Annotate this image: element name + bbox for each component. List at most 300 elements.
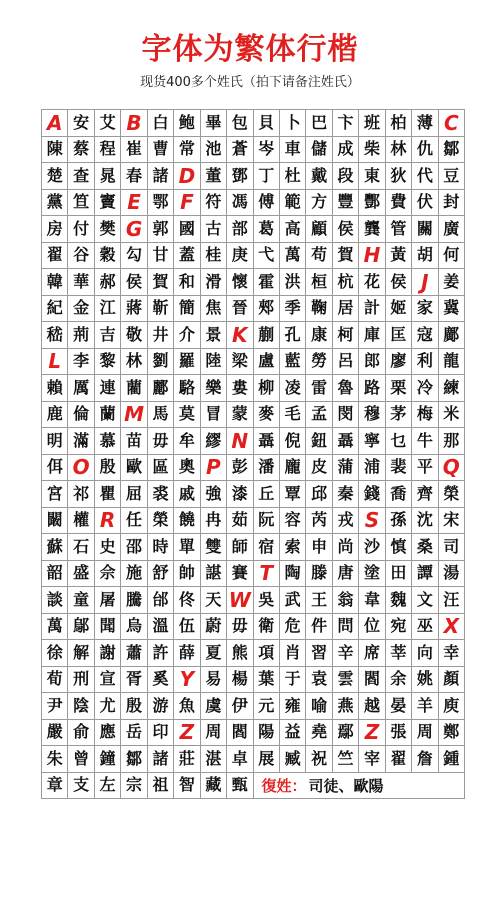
surname-cell: 萬 [42, 614, 68, 641]
surname-cell: 鐘 [95, 746, 121, 773]
surname-cell: 庚 [227, 243, 253, 270]
surname-cell: 仇 [412, 137, 438, 164]
surname-cell: 虞 [201, 693, 227, 720]
surname-cell: 譚 [412, 561, 438, 588]
surname-cell: 戚 [174, 481, 200, 508]
surname-cell: 童 [68, 587, 94, 614]
surname-cell: 莊 [174, 746, 200, 773]
surname-cell: 魏 [386, 587, 412, 614]
surname-cell: 荀 [42, 667, 68, 694]
surname-cell: 郟 [254, 296, 280, 323]
surname-cell: 闞 [42, 508, 68, 535]
surname-cell: 祖 [148, 773, 174, 800]
surname-cell: 毋 [227, 614, 253, 641]
surname-cell: 符 [201, 190, 227, 217]
surname-cell: 鄔 [68, 614, 94, 641]
surname-cell: 慎 [386, 534, 412, 561]
surname-cell: 羊 [412, 693, 438, 720]
surname-cell: 佴 [42, 455, 68, 482]
surname-cell: 詹 [412, 746, 438, 773]
surname-cell: 鍾 [439, 746, 465, 773]
surname-cell: 阮 [254, 508, 280, 535]
surname-cell: 向 [412, 640, 438, 667]
surname-cell: 董 [201, 163, 227, 190]
index-letter-cell: B [121, 110, 147, 137]
surname-cell: 洪 [280, 269, 306, 296]
surname-cell: 索 [280, 534, 306, 561]
page-title: 字体为繁体行楷 [141, 32, 359, 67]
surname-cell: 章 [42, 773, 68, 800]
surname-cell: 支 [68, 773, 94, 800]
surname-grid [41, 109, 465, 799]
surname-cell: 練 [439, 375, 465, 402]
surname-cell: 石 [68, 534, 94, 561]
surname-cell: 侯 [386, 269, 412, 296]
surname-cell: 智 [174, 773, 200, 800]
surname-cell: 黨 [42, 190, 68, 217]
surname-cell: 佘 [95, 561, 121, 588]
surname-cell: 屠 [95, 587, 121, 614]
surname-cell: 雷 [306, 375, 332, 402]
surname-cell: 塗 [359, 561, 385, 588]
surname-cell: 鄺 [439, 322, 465, 349]
surname-cell: 滕 [306, 561, 332, 588]
surname-cell: 婁 [227, 375, 253, 402]
surname-cell: 殷 [121, 693, 147, 720]
surname-cell: 慕 [95, 428, 121, 455]
surname-cell: 左 [95, 773, 121, 800]
surname-cell: 庫 [359, 322, 385, 349]
surname-cell: 郝 [95, 269, 121, 296]
surname-cell: 葉 [254, 667, 280, 694]
surname-cell: 白 [148, 110, 174, 137]
surname-cell: 酆 [359, 190, 385, 217]
surname-cell: 喻 [306, 693, 332, 720]
surname-cell: 雍 [280, 693, 306, 720]
surname-cell: 卓 [227, 746, 253, 773]
surname-cell: 邱 [306, 481, 332, 508]
surname-cell: 顏 [439, 667, 465, 694]
surname-cell: 諸 [148, 163, 174, 190]
surname-cell: 安 [68, 110, 94, 137]
surname-cell: 花 [359, 269, 385, 296]
surname-cell: 聞 [95, 614, 121, 641]
surname-cell: 蒙 [227, 402, 253, 429]
surname-cell: 盧 [254, 349, 280, 376]
surname-cell: 周 [201, 720, 227, 747]
surname-cell: 鲍 [174, 110, 200, 137]
index-letter-cell: O [68, 455, 94, 482]
surname-cell: 湯 [439, 561, 465, 588]
surname-cell: 樂 [201, 375, 227, 402]
surname-cell: 于 [280, 667, 306, 694]
surname-cell: 孫 [386, 508, 412, 535]
surname-cell: 茹 [227, 508, 253, 535]
surname-cell: 豐 [333, 190, 359, 217]
surname-cell: 顧 [306, 216, 332, 243]
surname-cell: 敬 [121, 322, 147, 349]
surname-cell: 景 [201, 322, 227, 349]
surname-cell: 靳 [148, 296, 174, 323]
surname-cell: 乜 [386, 428, 412, 455]
surname-cell: 焦 [201, 296, 227, 323]
surname-cell: 辛 [333, 640, 359, 667]
surname-cell: 巴 [306, 110, 332, 137]
surname-cell: 房 [42, 216, 68, 243]
surname-cell: 蘭 [95, 402, 121, 429]
surname-cell: 晉 [227, 296, 253, 323]
surname-cell: 漆 [227, 481, 253, 508]
surname-cell: 沈 [412, 508, 438, 535]
surname-cell: 位 [359, 614, 385, 641]
surname-cell: 翟 [42, 243, 68, 270]
surname-cell: 胡 [412, 243, 438, 270]
surname-cell: 冀 [439, 296, 465, 323]
compound-surname-values: 司徒、歐陽 [308, 776, 384, 795]
surname-cell: 林 [386, 137, 412, 164]
surname-cell: 華 [68, 269, 94, 296]
surname-cell: 宿 [254, 534, 280, 561]
surname-cell: 葛 [254, 216, 280, 243]
surname-cell: 鄒 [439, 137, 465, 164]
surname-cell: 伊 [227, 693, 253, 720]
surname-cell: 武 [280, 587, 306, 614]
surname-cell: 莘 [386, 640, 412, 667]
surname-cell: 杜 [280, 163, 306, 190]
index-letter-cell: H [359, 243, 385, 270]
surname-cell: 巫 [412, 614, 438, 641]
surname-cell: 嚴 [42, 720, 68, 747]
surname-cell: 牟 [174, 428, 200, 455]
surname-cell: 姚 [412, 667, 438, 694]
surname-cell: 楊 [227, 667, 253, 694]
surname-cell: 徐 [42, 640, 68, 667]
surname-cell: 麥 [254, 402, 280, 429]
surname-cell: 倫 [68, 402, 94, 429]
surname-cell: 方 [306, 190, 332, 217]
surname-cell: 鈕 [306, 428, 332, 455]
page-subtitle: 现货400多个姓氏（拍下请备注姓氏） [140, 75, 360, 90]
surname-cell: 康 [306, 322, 332, 349]
surname-cell: 曹 [148, 137, 174, 164]
surname-cell: 宛 [386, 614, 412, 641]
surname-cell: 胥 [121, 667, 147, 694]
surname-cell: 應 [95, 720, 121, 747]
index-letter-cell: W [227, 587, 253, 614]
surname-cell: 夏 [201, 640, 227, 667]
surname-cell: 宣 [95, 667, 121, 694]
surname-cell: 柴 [359, 137, 385, 164]
index-letter-cell: Z [359, 720, 385, 747]
index-letter-cell: S [359, 508, 385, 535]
surname-cell: 李 [68, 349, 94, 376]
surname-cell: 問 [333, 614, 359, 641]
surname-cell: 文 [412, 587, 438, 614]
surname-cell: 牛 [412, 428, 438, 455]
surname-cell: 邵 [121, 534, 147, 561]
surname-cell: 崔 [121, 137, 147, 164]
surname-cell: 黃 [386, 243, 412, 270]
surname-cell: 卞 [333, 110, 359, 137]
surname-cell: 懷 [227, 269, 253, 296]
surname-cell: 俞 [68, 720, 94, 747]
surname-cell: 範 [280, 190, 306, 217]
surname-cell: 冒 [201, 402, 227, 429]
surname-cell: 宰 [359, 746, 385, 773]
surname-cell: 藺 [121, 375, 147, 402]
surname-cell: 件 [306, 614, 332, 641]
surname-cell: 莫 [174, 402, 200, 429]
surname-cell: 龐 [280, 455, 306, 482]
index-letter-cell: Z [174, 720, 200, 747]
surname-cell: 盛 [68, 561, 94, 588]
surname-cell: 邰 [148, 587, 174, 614]
surname-cell: 陶 [280, 561, 306, 588]
surname-cell: 戎 [333, 508, 359, 535]
surname-cell: 烏 [121, 614, 147, 641]
surname-cell: 諶 [201, 561, 227, 588]
surname-cell: 封 [439, 190, 465, 217]
surname-cell: 繆 [201, 428, 227, 455]
surname-cell: 袁 [306, 667, 332, 694]
surname-cell: 姜 [439, 269, 465, 296]
surname-cell: 凌 [280, 375, 306, 402]
surname-cell: 諸 [148, 746, 174, 773]
surname-cell: 侯 [333, 216, 359, 243]
index-letter-cell: N [227, 428, 253, 455]
surname-cell: 聶 [333, 428, 359, 455]
surname-cell: 歐 [121, 455, 147, 482]
surname-cell: 魚 [174, 693, 200, 720]
surname-cell: 鹿 [42, 402, 68, 429]
surname-cell: 班 [359, 110, 385, 137]
surname-cell: 谷 [68, 243, 94, 270]
surname-cell: 覃 [280, 481, 306, 508]
index-letter-cell: D [174, 163, 200, 190]
surname-cell: 韋 [359, 587, 385, 614]
surname-cell: 師 [227, 534, 253, 561]
surname-cell: 馬 [148, 402, 174, 429]
surname-cell: 竇 [95, 190, 121, 217]
surname-cell: 滿 [68, 428, 94, 455]
surname-cell: 習 [306, 640, 332, 667]
surname-cell: 栗 [386, 375, 412, 402]
surname-cell: 蒼 [227, 137, 253, 164]
surname-cell: 艾 [95, 110, 121, 137]
surname-cell: 成 [333, 137, 359, 164]
index-letter-cell: G [121, 216, 147, 243]
surname-cell: 鄭 [439, 720, 465, 747]
surname-cell: 關 [412, 216, 438, 243]
surname-cell: 程 [95, 137, 121, 164]
surname-cell: 堯 [306, 720, 332, 747]
surname-cell: 肖 [280, 640, 306, 667]
surname-cell: 計 [359, 296, 385, 323]
surname-cell: 貝 [254, 110, 280, 137]
surname-cell: 奧 [174, 455, 200, 482]
index-letter-cell: C [439, 110, 465, 137]
surname-cell: 容 [280, 508, 306, 535]
surname-cell: 舒 [148, 561, 174, 588]
surname-cell: 柯 [333, 322, 359, 349]
surname-cell: 秦 [333, 481, 359, 508]
surname-cell: 藍 [280, 349, 306, 376]
surname-cell: 鄂 [148, 190, 174, 217]
surname-cell: 蔣 [121, 296, 147, 323]
surname-cell: 寇 [412, 322, 438, 349]
surname-cell: 何 [439, 243, 465, 270]
surname-cell: 駱 [174, 375, 200, 402]
surname-cell: 桑 [412, 534, 438, 561]
surname-cell: 益 [280, 720, 306, 747]
surname-cell: 時 [148, 534, 174, 561]
surname-cell: 狄 [386, 163, 412, 190]
surname-cell: 國 [174, 216, 200, 243]
surname-cell: 湛 [201, 746, 227, 773]
surname-cell: 潘 [254, 455, 280, 482]
surname-cell: 紀 [42, 296, 68, 323]
surname-cell: 桂 [201, 243, 227, 270]
surname-cell: 許 [148, 640, 174, 667]
surname-cell: 厲 [68, 375, 94, 402]
surname-cell: 臧 [280, 746, 306, 773]
surname-cell: 岳 [121, 720, 147, 747]
surname-cell: 史 [95, 534, 121, 561]
surname-cell: 卜 [280, 110, 306, 137]
surname-cell: 韶 [42, 561, 68, 588]
surname-cell: 郭 [148, 216, 174, 243]
surname-cell: 宮 [42, 481, 68, 508]
surname-cell: 施 [121, 561, 147, 588]
surname-cell: 衛 [254, 614, 280, 641]
surname-cell: 宋 [439, 508, 465, 535]
surname-cell: 錢 [359, 481, 385, 508]
surname-cell: 楚 [42, 163, 68, 190]
surname-cell: 嵇 [42, 322, 68, 349]
surname-cell: 黎 [95, 349, 121, 376]
surname-cell: 雙 [201, 534, 227, 561]
surname-cell: 馮 [227, 190, 253, 217]
surname-cell: 蒯 [254, 322, 280, 349]
surname-cell: 易 [201, 667, 227, 694]
surname-cell: 王 [306, 587, 332, 614]
surname-cell: 羅 [174, 349, 200, 376]
surname-cell: 屈 [121, 481, 147, 508]
surname-cell: 季 [280, 296, 306, 323]
surname-cell: 陰 [68, 693, 94, 720]
surname-cell: 蔚 [201, 614, 227, 641]
surname-cell: 謝 [95, 640, 121, 667]
surname-cell: 劉 [148, 349, 174, 376]
surname-cell: 池 [201, 137, 227, 164]
surname-cell: 雲 [333, 667, 359, 694]
surname-cell: 陳 [42, 137, 68, 164]
surname-cell: 穀 [95, 243, 121, 270]
surname-cell: 甄 [227, 773, 253, 800]
surname-cell: 苟 [306, 243, 332, 270]
surname-cell: 居 [333, 296, 359, 323]
surname-cell: 司 [439, 534, 465, 561]
surname-cell: 桓 [306, 269, 332, 296]
surname-cell: 蘇 [42, 534, 68, 561]
surname-cell: 郎 [359, 349, 385, 376]
surname-cell: 申 [306, 534, 332, 561]
surname-cell: 費 [386, 190, 412, 217]
index-letter-cell: E [121, 190, 147, 217]
surname-cell: 陸 [201, 349, 227, 376]
surname-cell: 沙 [359, 534, 385, 561]
index-letter-cell: Y [174, 667, 200, 694]
surname-cell: 萬 [280, 243, 306, 270]
index-letter-cell: X [439, 614, 465, 641]
surname-cell: 段 [333, 163, 359, 190]
surname-cell: 毋 [148, 428, 174, 455]
surname-cell: 晏 [386, 693, 412, 720]
surname-cell: 危 [280, 614, 306, 641]
surname-cell: 匡 [386, 322, 412, 349]
surname-cell: 蕭 [121, 640, 147, 667]
surname-cell: 古 [201, 216, 227, 243]
surname-cell: 解 [68, 640, 94, 667]
surname-cell: 鄧 [227, 163, 253, 190]
surname-cell: 付 [68, 216, 94, 243]
surname-cell: 殷 [95, 455, 121, 482]
surname-cell: 鄢 [333, 720, 359, 747]
surname-cell: 孔 [280, 322, 306, 349]
surname-cell: 侯 [121, 269, 147, 296]
surname-cell: 龔 [359, 216, 385, 243]
surname-cell: 寧 [359, 428, 385, 455]
surname-cell: 孟 [306, 402, 332, 429]
surname-cell: 裴 [386, 455, 412, 482]
surname-cell: 米 [439, 402, 465, 429]
surname-cell: 丘 [254, 481, 280, 508]
surname-cell: 儲 [306, 137, 332, 164]
surname-cell: 皮 [306, 455, 332, 482]
surname-cell: 姬 [386, 296, 412, 323]
surname-cell: 尚 [333, 534, 359, 561]
surname-cell: 平 [412, 455, 438, 482]
index-letter-cell: A [42, 110, 68, 137]
surname-cell: 榮 [148, 508, 174, 535]
surname-cell: 江 [95, 296, 121, 323]
surname-cell: 游 [148, 693, 174, 720]
surname-cell: 強 [201, 481, 227, 508]
surname-cell: 榮 [439, 481, 465, 508]
index-letter-cell: F [174, 190, 200, 217]
surname-cell: 晁 [95, 163, 121, 190]
surname-cell: 溫 [148, 614, 174, 641]
surname-cell: 芮 [306, 508, 332, 535]
surname-cell: 曾 [68, 746, 94, 773]
surname-cell: 展 [254, 746, 280, 773]
index-letter-cell: Q [439, 455, 465, 482]
surname-cell: 冉 [201, 508, 227, 535]
surname-cell: 庾 [439, 693, 465, 720]
surname-cell: 金 [68, 296, 94, 323]
surname-cell: 韓 [42, 269, 68, 296]
surname-cell: 利 [412, 349, 438, 376]
surname-cell: 笪 [68, 190, 94, 217]
surname-cell: 竺 [333, 746, 359, 773]
surname-cell: 勞 [306, 349, 332, 376]
compound-surname-label: 復姓： [261, 776, 307, 795]
surname-cell: 閻 [227, 720, 253, 747]
surname-cell: 呂 [333, 349, 359, 376]
surname-cell: 齊 [412, 481, 438, 508]
surname-cell: 甘 [148, 243, 174, 270]
surname-cell: 和 [174, 269, 200, 296]
